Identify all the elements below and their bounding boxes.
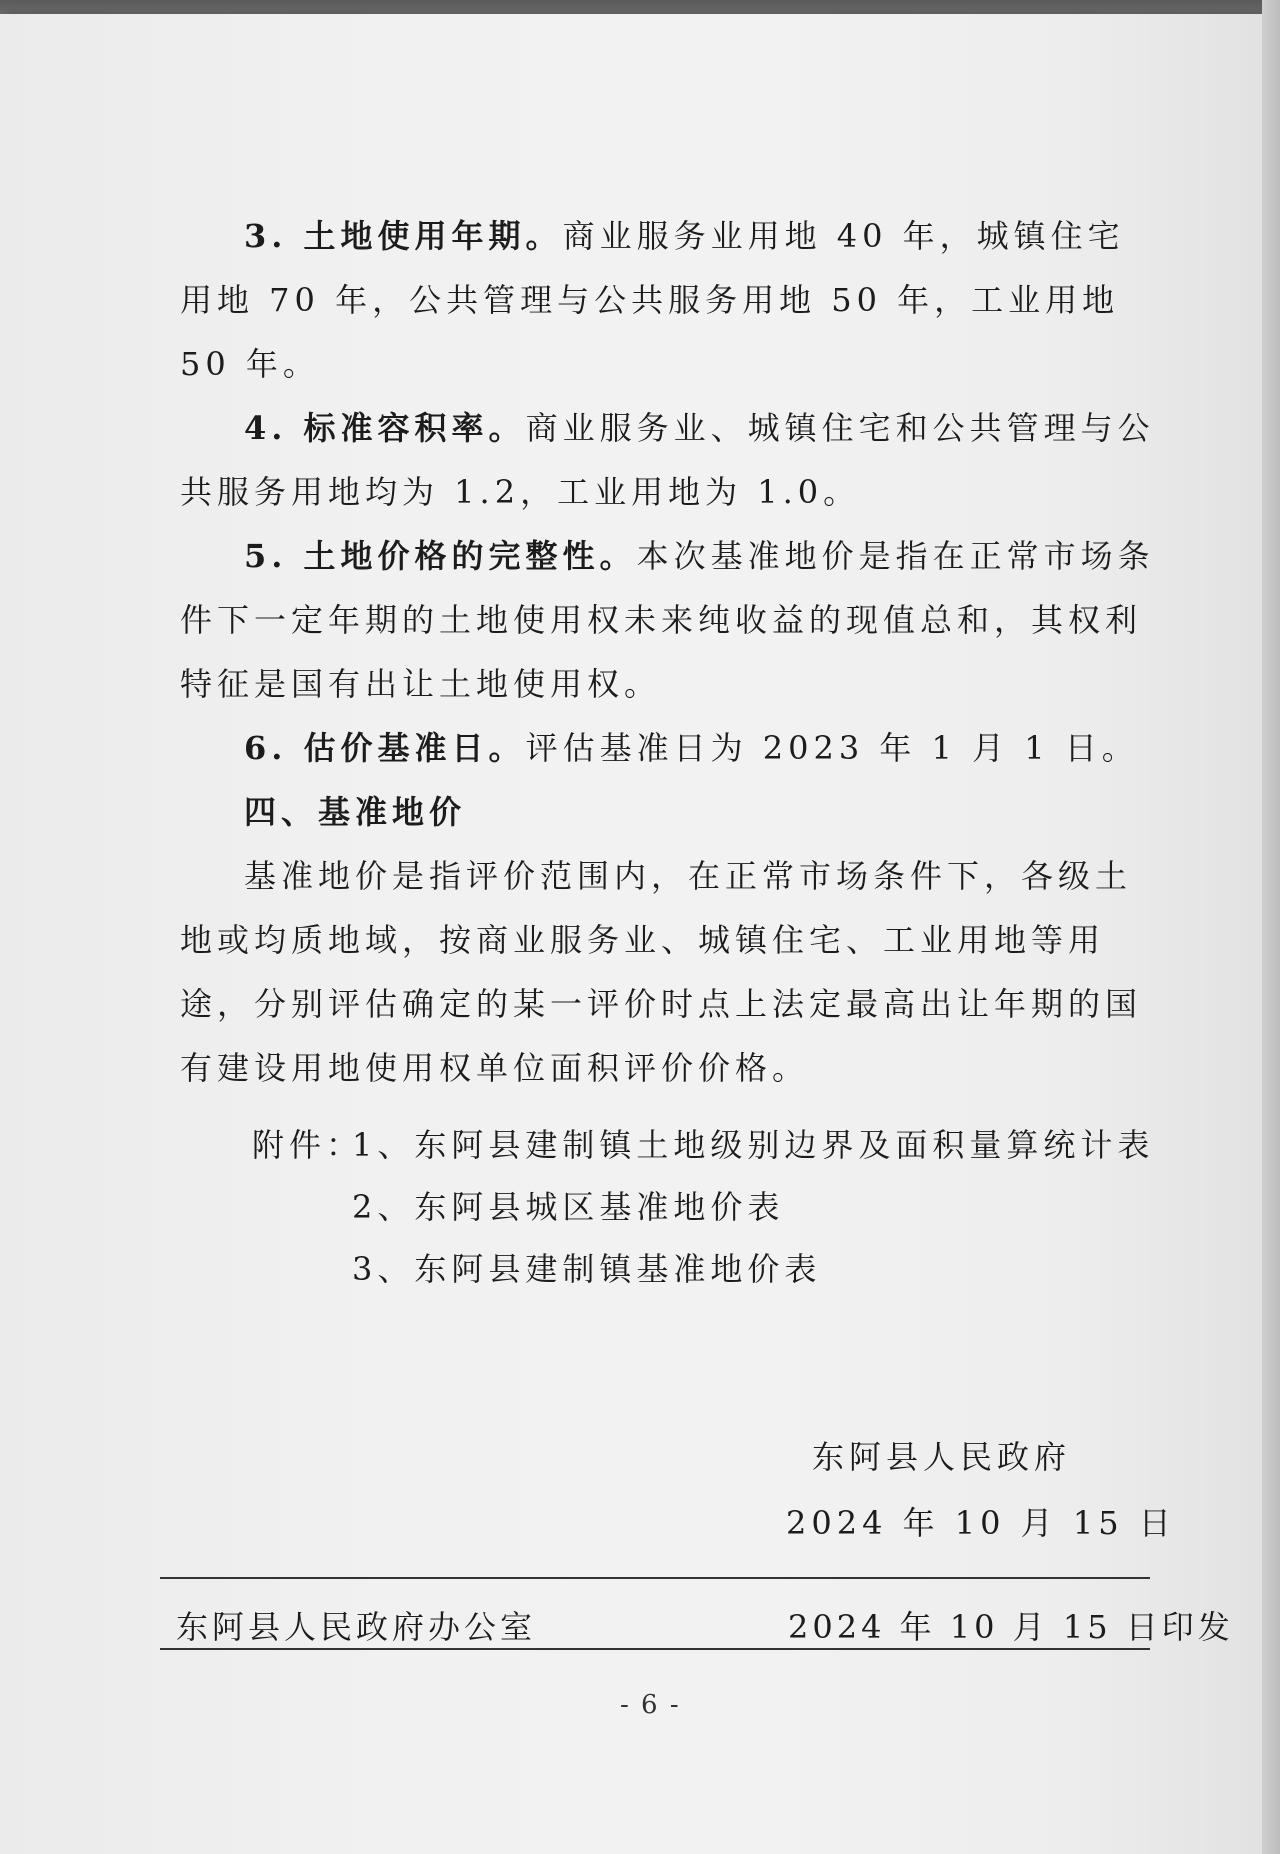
attachment-3 [252, 1238, 1154, 1300]
attachment-1 [252, 1114, 1154, 1176]
section-4-title: 四、基准地价 [244, 793, 467, 831]
body-text [180, 204, 1160, 1100]
attachments [252, 1114, 1154, 1300]
paragraph-5-heading: 5. 土地价格的完整性。 [244, 537, 637, 575]
attachment-label: 附件： [252, 1126, 364, 1164]
paragraph-4-heading: 4. 标准容积率。 [244, 409, 526, 447]
paragraph-4-text: 商业服务业、城镇住宅和公共管理与公共服务用地均为 1.2，工业用地为 1.0。 [180, 409, 1155, 511]
paragraph-6-heading: 6. 估价基准日。 [244, 729, 526, 767]
footer-rule-bottom [160, 1648, 1150, 1650]
attachment-item: 1、东阿县建制镇土地级别边界及面积量算统计表 [352, 1126, 1155, 1164]
signature-org: 东阿县人民政府 [812, 1438, 1072, 1476]
paragraph-3-heading: 3. 土地使用年期。 [244, 217, 563, 255]
page-number: - 6 - [620, 1690, 681, 1720]
page-edge [1262, 0, 1280, 1854]
paragraph-4 [180, 396, 1160, 524]
section-4-text: 基准地价是指评价范围内，在正常市场条件下，各级土地或均质地域，按商业服务业、城镇住宅、工业用地等用途，分别评估确定的某一评价时点上法定最高出让年期的国有建设用地使用权单位面积评价价格。 [180, 857, 1143, 1087]
attachment-item: 3、东阿县建制镇基准地价表 [352, 1250, 822, 1288]
footer-issue-date: 2024 年 10 月 15 日印发 [788, 1608, 1234, 1646]
paragraph-3 [180, 204, 1160, 396]
footer-rule-top [160, 1577, 1150, 1579]
document-page [0, 14, 1262, 1854]
footer-issuer: 东阿县人民政府办公室 [176, 1608, 537, 1646]
signature-date: 2024 年 10 月 15 日 [786, 1504, 1176, 1542]
attachment-item: 2、东阿县城区基准地价表 [352, 1188, 785, 1226]
paragraph-5 [180, 524, 1160, 716]
paragraph-6-text: 评估基准日为 2023 年 1 月 1 日。 [525, 729, 1139, 767]
paragraph-3-text: 商业服务业用地 40 年，城镇住宅用地 70 年，公共管理与公共服务用地 50 年，工业用地 50 年。 [180, 217, 1125, 383]
attachment-2 [252, 1176, 1154, 1238]
paragraph-5-text: 本次基准地价是指在正常市场条件下一定年期的土地使用权未来纯收益的现值总和，其权利特征是国有出让土地使用权。 [180, 537, 1155, 703]
paragraph-6 [180, 716, 1160, 780]
